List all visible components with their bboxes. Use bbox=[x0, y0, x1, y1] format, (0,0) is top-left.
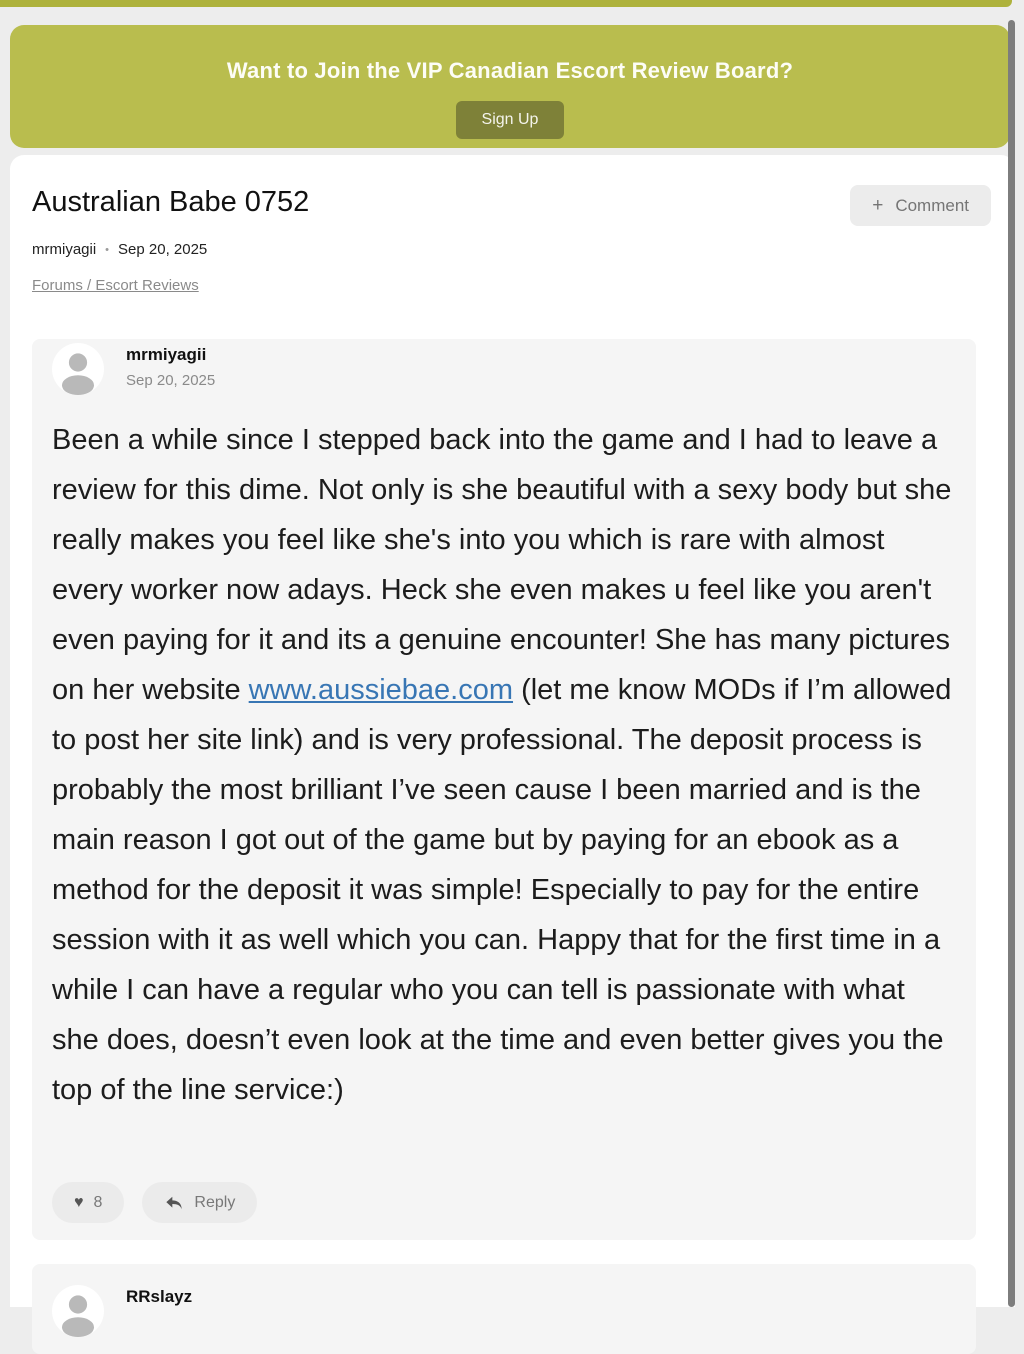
thread-meta bbox=[32, 241, 207, 258]
banner-heading: Want to Join the VIP Canadian Escort Review Board? bbox=[226, 58, 794, 83]
person-icon bbox=[52, 343, 104, 395]
plus-icon: + bbox=[872, 194, 884, 216]
post-text-before-link: Been a while since I stepped back into the game and I had to leave a review for this dime. Not only is she beautiful with a sexy body but she really makes you feel like she's into you which is rare with almost every worker now adays. Heck she even makes u feel like you aren't even paying for it and its a genuine encounter! She has many pictures on her website bbox=[52, 424, 952, 706]
like-count: 8 bbox=[93, 1193, 103, 1211]
scrollbar[interactable] bbox=[1008, 20, 1015, 1307]
avatar bbox=[52, 1285, 104, 1337]
post-text-after-link: (let me know MODs if I’m allowed to post her site link) and is very professional. The deposit process is probably the most brilliant I’ve seen cause I been married and is the main reason I got out of the game but by paying for an ebook as a method for the deposit it was simple! Especially to pay for the entire session with it as well which you can. Happy that for the first time in a while I can have a regular who you can tell is passionate with what she does, doesn’t even look at the time and even better gives you the top of the line service:) bbox=[52, 674, 952, 1106]
thread-author: mrmiyagii bbox=[32, 241, 97, 258]
reply-arrow-icon bbox=[164, 1193, 184, 1213]
post-author: mrmiyagii bbox=[126, 345, 207, 364]
thread-date: Sep 20, 2025 bbox=[118, 241, 208, 258]
reply-button-label: Reply bbox=[194, 1193, 236, 1211]
comment-button[interactable] bbox=[850, 185, 991, 226]
thread-page-card bbox=[10, 155, 1015, 1307]
post-actions bbox=[52, 1182, 257, 1223]
heart-icon: ♥ bbox=[74, 1193, 84, 1211]
vip-signup-banner bbox=[10, 25, 1010, 148]
sign-up-button[interactable]: Sign Up bbox=[456, 101, 565, 139]
post-website-link[interactable]: www.aussiebae.com bbox=[248, 674, 514, 706]
post-author: RRslayz bbox=[126, 1287, 193, 1306]
comment-button-label: Comment bbox=[895, 195, 969, 215]
post-card bbox=[32, 1264, 976, 1354]
post-date: Sep 20, 2025 bbox=[126, 372, 216, 389]
breadcrumb[interactable]: Forums / Escort Reviews bbox=[32, 277, 199, 294]
bullet-separator-icon: • bbox=[105, 243, 110, 256]
post-card bbox=[32, 339, 976, 1240]
person-icon bbox=[52, 1285, 104, 1337]
top-accent-bar bbox=[0, 0, 1012, 7]
like-button[interactable] bbox=[52, 1182, 124, 1223]
avatar bbox=[52, 343, 104, 395]
reply-button[interactable] bbox=[142, 1182, 257, 1223]
post-body bbox=[52, 415, 952, 1115]
page-title: Australian Babe 0752 bbox=[32, 186, 310, 218]
